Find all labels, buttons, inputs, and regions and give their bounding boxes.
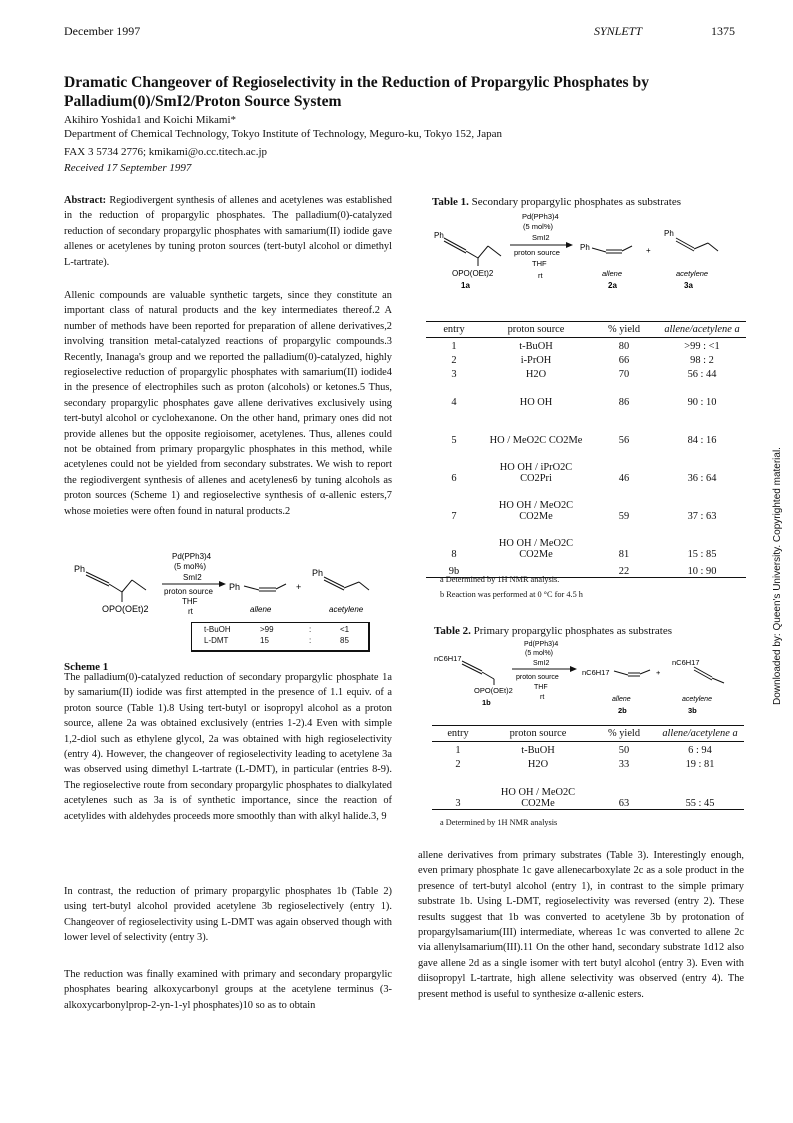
- cell-ratio: 98 : 2: [690, 354, 714, 366]
- scheme-ph-right: Ph: [312, 568, 324, 578]
- col-yield: % yield: [590, 322, 658, 338]
- col-ratio: allene/acetylene a: [658, 322, 746, 338]
- col-proton-source: proton source: [482, 322, 590, 338]
- t1-ph: Ph: [434, 231, 444, 240]
- table-2-label: Table 2.: [434, 625, 471, 637]
- scheme-ph-left: Ph: [74, 564, 86, 574]
- contact-info: FAX 3 5734 2776; kmikami@o.cc.titech.ac.jp: [64, 146, 268, 158]
- table-2-footnote-a: a Determined by 1H NMR analysis: [440, 818, 558, 827]
- table-2-reaction-scheme: [432, 637, 744, 723]
- t1-ph-acetylene: Ph: [664, 229, 674, 238]
- issue-date: December 1997: [64, 24, 141, 38]
- scheme-solvent: THF: [182, 597, 198, 606]
- t2-allene-structure: [614, 670, 650, 676]
- t2-phosphate: OPO(OEt)2: [474, 686, 513, 695]
- scheme-allene-structure: [244, 584, 286, 591]
- scheme-allene-label: allene: [250, 605, 272, 614]
- scheme-catalyst-amount: (5 mol%): [174, 562, 207, 571]
- cell-entry: 4: [451, 396, 457, 408]
- col-yield: % yield: [592, 726, 656, 742]
- cell-source: HO OH / MeO2C CO2Me: [498, 537, 574, 560]
- t1-proton-source: proton source: [514, 248, 560, 257]
- t2-reagent: SmI2: [533, 660, 550, 667]
- table-row: [432, 770, 744, 810]
- scheme-arrowhead: [219, 581, 226, 587]
- col-entry: entry: [426, 322, 482, 338]
- cell-yield: 46: [618, 472, 630, 484]
- t1-allene-label: allene: [602, 269, 623, 278]
- table-2: [432, 725, 744, 810]
- cell-yield: 80: [618, 340, 630, 352]
- t1-substrate-structure: [444, 238, 501, 266]
- cell-ratio: 56 : 44: [687, 368, 717, 380]
- abstract-label: Abstract:: [64, 195, 107, 206]
- cell-entry: 6: [451, 472, 457, 484]
- cell-entry: 3: [451, 368, 457, 380]
- table-row: [426, 408, 746, 446]
- table-row: [426, 522, 746, 560]
- cell-yield: 56: [618, 434, 630, 446]
- scheme-catalyst: Pd(PPh3)4: [172, 552, 212, 561]
- table-row: [426, 380, 746, 408]
- paragraph-alkoxycarbonyl: [64, 967, 392, 1013]
- table-1-footnote-a: a Determined by 1H NMR analysis.: [440, 575, 560, 584]
- scheme-row-1-allene: >99: [260, 625, 274, 634]
- paragraph-table3-discussion: [418, 848, 744, 1002]
- cell-source: HO OH: [519, 396, 553, 408]
- affiliation: Department of Chemical Technology, Tokyo Institute of Technology, Meguro-ku, Tokyo 152, Japan: [64, 128, 502, 140]
- cell-ratio: 15 : 85: [687, 548, 717, 560]
- cell-entry: 2: [451, 354, 457, 366]
- scheme-row-1-sep: :: [309, 625, 312, 634]
- cell-entry: 9b: [448, 566, 460, 577]
- col-proton-source: proton source: [484, 726, 592, 742]
- t2-temp: rt: [540, 694, 545, 701]
- t2-compound-2b: 2b: [618, 706, 627, 715]
- t1-solvent: THF: [532, 259, 547, 268]
- page-number: 1375: [711, 24, 735, 38]
- table-row: [426, 446, 746, 484]
- t2-solvent: THF: [534, 684, 548, 691]
- cell-source: H2O: [525, 368, 547, 380]
- intro-text: Allenic compounds are valuable synthetic targets, since they constitute an important class of natural products and the key intermediates thereof.2 A number of methods have been reported for preparation of allene derivatives,2 involving transition metal-catalyzed reactions of propargylic compounds.3 Recently, Inanaga's group and we reported the palladium(0)-catalyzed, highly regioselective reduction of propargylic phosphates with samarium(II) iodide4 in the presence of electrophiles such as proton (alcohols) or ketones.5 Thus, secondary propargylic phosphates gave allene derivatives exclusively using tert-butyl alcohol or cyclohexanone. On the other hand, primary ones did not provide allenes but the opposite regioisomer, acetylenes. Thus, allenes could not be obtained from primary propargylic phosphates in this method, while acetylenes could not be yielded from secondary substrates. We wish to report the regiodivergent synthesis of allenes and acetylenes6 by tuning alcohols as proton sources (Scheme 1) and regioselective synthesis of α-allenic esters,7 whose moieties were often found in natural products.2: [64, 290, 392, 517]
- scheme-acetylene-structure: [324, 577, 369, 590]
- paragraph-primary-phosphates: [64, 884, 392, 946]
- t2-acetylene-label: acetylene: [682, 696, 712, 703]
- t2-catalyst-amount: (5 mol%): [525, 650, 554, 657]
- right-paragraph-text: allene derivatives from primary substrates (Table 3). Interestingly enough, even primary phosphate 1c gave allenecarboxylate 2c as a sole product in the presence of tert-butyl alcohol (entry 1), in contrast to the simple primary substrate 1b. Using L-DMT, regioselectivity was reversed (entry 2). These results suggest that 1b was converted to acetylene 3b by protonation of propargylsamarium(III) intermediate, whereas 1c was converted to allene 2c via allenylsamarium(III).11 On the other hand, secondary substrate 1d12 also gave allene 2d as a single isomer with tert butyl alcohol (entry 3). Even with diisopropyl L-tartrate, high allene selectivity was observed (entry 4). The present method is useful to synthesize α-allenic esters.: [418, 850, 744, 1000]
- scheme-1-graphic: [64, 550, 394, 620]
- paragraph-2-text: The palladium(0)-catalyzed reduction of secondary propargylic phosphate 1a by samarium(II) iodide was first attempted in the presence of 1.1 equiv. of a proton source (Table 1).8 Using tert-butyl or isopropyl alcohol as a proton source, allene 2a was obtained exclusively (entries 1-2).4 Even with simple 1,2-diol such as ethylene glycol, 2a was obtained with high regioselectivity (entry 4). However, the changeover of regioselectivity leading to acetylene 3a was observed using dimethyl L-tartrate (L-DMT), in particular (entries 8-9). The regioselective route from secondary propargylic phosphates to dialkylated acetylenes such as 3a is of synthetic importance, since the reaction of acetylides with aldehydes proceeds more smoothly than with alkyl halide.3, 9: [64, 672, 392, 822]
- table-row: [432, 742, 744, 756]
- t1-ph-allene: Ph: [580, 243, 590, 252]
- t2-compound-1b: 1b: [482, 698, 491, 707]
- cell-source: t-BuOH: [521, 744, 555, 756]
- table-header-row: [432, 726, 744, 742]
- t1-catalyst-amount: (5 mol%): [523, 222, 554, 231]
- t1-acetylene-label: acetylene: [676, 269, 709, 278]
- table-1-caption: [432, 196, 681, 208]
- t2-r-acetylene: nC6H17: [672, 658, 700, 667]
- t2-compound-3b: 3b: [688, 706, 697, 715]
- table-1-caption-text: Secondary propargylic phosphates as substrates: [471, 196, 682, 208]
- t1-arrowhead: [566, 242, 573, 248]
- scheme-row-1-source: t-BuOH: [204, 625, 231, 634]
- cell-source: HO OH / MeO2C CO2Me: [500, 787, 576, 809]
- table-row: [426, 338, 746, 352]
- t1-allene-structure: [592, 246, 632, 253]
- paragraph-4-text: The reduction was finally examined with primary and secondary propargylic phosphates bearing alkoxycarbonyl groups at the acetylene terminus (3-alkoxycarbonylprop-2-yn-1-yl phosphates)10 so as to obtain: [64, 969, 392, 1011]
- t1-plus: +: [646, 246, 651, 255]
- cell-yield: 63: [618, 798, 630, 809]
- scheme-row-2-acetylene: 85: [340, 636, 349, 645]
- cell-entry: 1: [455, 744, 461, 756]
- scheme-plus: +: [296, 582, 302, 592]
- scheme-substrate-structure: [86, 572, 146, 602]
- table-1-reaction-scheme: [426, 208, 746, 318]
- table-row: [432, 756, 744, 770]
- t1-compound-3a: 3a: [684, 281, 693, 290]
- cell-source: HO OH / MeO2C CO2Me: [498, 499, 574, 522]
- table-2-caption: [434, 625, 672, 637]
- t2-proton-source: proton source: [516, 674, 559, 681]
- abstract: [64, 193, 392, 270]
- scheme-proton-source: proton source: [164, 587, 213, 596]
- cell-ratio: 90 : 10: [687, 396, 717, 408]
- abstract-text: Regiodivergent synthesis of allenes and acetylenes was established in the reduction of propargylic phosphates. The palladium(0)-catalyzed reduction of secondary propargylic phosphates with samarium(II) iodide gave allenes or acetylenes by tuning proton sources (tert-butyl alcohol or dimethyl L-tartrate).: [64, 195, 392, 268]
- paragraph-table1-discussion: [64, 670, 392, 824]
- table-row: [426, 366, 746, 380]
- cell-ratio: 36 : 64: [687, 472, 717, 484]
- t1-temp: rt: [538, 271, 543, 280]
- scheme-phosphate: OPO(OEt)2: [102, 604, 149, 614]
- scheme-row-2-allene: 15: [260, 636, 269, 645]
- table-2-caption-text: Primary propargylic phosphates as substrates: [473, 625, 673, 637]
- cell-yield: 66: [618, 354, 630, 366]
- scheme-1-results-box: [191, 622, 370, 652]
- scheme-reagent: SmI2: [183, 573, 202, 582]
- t1-catalyst: Pd(PPh3)4: [522, 212, 559, 221]
- cell-yield: 22: [618, 566, 630, 577]
- cell-ratio: 55 : 45: [685, 798, 715, 809]
- cell-source: t-BuOH: [519, 340, 553, 352]
- intro-paragraph: [64, 288, 392, 519]
- cell-ratio: 19 : 81: [685, 758, 715, 770]
- t2-catalyst: Pd(PPh3)4: [524, 641, 559, 648]
- scheme-ph-product: Ph: [229, 582, 241, 592]
- cell-yield: 86: [618, 396, 630, 408]
- cell-source: HO OH / iPrO2C CO2Pri: [499, 461, 573, 484]
- t1-reagent: SmI2: [532, 233, 550, 242]
- cell-yield: 33: [618, 758, 630, 770]
- cell-entry: 1: [451, 340, 457, 352]
- scheme-temp: rt: [188, 607, 193, 616]
- cell-ratio: 84 : 16: [687, 434, 717, 446]
- cell-entry: 5: [451, 434, 457, 446]
- received-date: Received 17 September 1997: [64, 162, 192, 174]
- cell-entry: 8: [451, 548, 457, 560]
- table-1-label: Table 1.: [432, 196, 469, 208]
- cell-ratio: 10 : 90: [687, 566, 717, 577]
- authors: Akihiro Yoshida1 and Koichi Mikami*: [64, 114, 237, 126]
- t2-allene-label: allene: [612, 696, 631, 703]
- cell-source: HO / MeO2C CO2Me: [489, 434, 583, 446]
- cell-yield: 81: [618, 548, 630, 560]
- table-row: [426, 484, 746, 522]
- download-watermark: [772, 425, 786, 705]
- t2-substrate-structure: [462, 661, 494, 685]
- t2-arrowhead: [570, 666, 577, 672]
- t1-acetylene-structure: [676, 238, 718, 251]
- t1-compound-2a: 2a: [608, 281, 617, 290]
- cell-source: i-PrOH: [520, 354, 552, 366]
- t2-acetylene-structure: [694, 667, 724, 683]
- paragraph-3-text: In contrast, the reduction of primary propargylic phosphates 1b (Table 2) using tert-butyl alcohol provided acetylene 3b regioselectively (entry 1). Changeover of regioselectivity using L-DMT was again observed though with lower level of selectivity (entry 3).: [64, 886, 392, 944]
- scheme-row-2-sep: :: [309, 636, 312, 645]
- table-header-row: [426, 322, 746, 338]
- table-row: [426, 352, 746, 366]
- cell-entry: 3: [455, 798, 461, 809]
- running-head: [64, 24, 735, 42]
- t1-phosphate: OPO(OEt)2: [452, 269, 494, 278]
- col-entry: entry: [432, 726, 484, 742]
- cell-yield: 59: [618, 510, 630, 522]
- t2-r-group: nC6H17: [434, 654, 462, 663]
- scheme-acetylene-label: acetylene: [329, 605, 364, 614]
- scheme-row-2-source: L-DMT: [204, 636, 229, 645]
- t2-plus: +: [656, 668, 661, 677]
- table-1-footnote-b: b Reaction was performed at 0 °C for 4.5 h: [440, 590, 583, 599]
- cell-ratio: 6 : 94: [688, 744, 712, 756]
- scheme-1-label: Scheme 1: [64, 661, 109, 673]
- journal-name: SYNLETT: [594, 24, 643, 38]
- cell-entry: 2: [455, 758, 461, 770]
- t1-compound-1a: 1a: [461, 281, 470, 290]
- col-ratio: allene/acetylene a: [656, 726, 744, 742]
- cell-ratio: 37 : 63: [687, 510, 717, 522]
- scheme-row-1-acetylene: <1: [340, 625, 350, 634]
- table-1: [426, 321, 746, 578]
- cell-entry: 7: [451, 510, 457, 522]
- t2-r-allene: nC6H17: [582, 668, 610, 677]
- cell-ratio: >99 : <1: [684, 340, 720, 352]
- article-title: Dramatic Changeover of Regioselectivity in the Reduction of Propargylic Phosphates by Palladium(0)/SmI2/Proton Source System: [64, 74, 649, 110]
- watermark-text: Downloaded by: Queen's University. Copyrighted material.: [772, 447, 783, 705]
- cell-yield: 70: [618, 368, 630, 380]
- cell-source: H2O: [527, 758, 549, 770]
- cell-yield: 50: [618, 744, 630, 756]
